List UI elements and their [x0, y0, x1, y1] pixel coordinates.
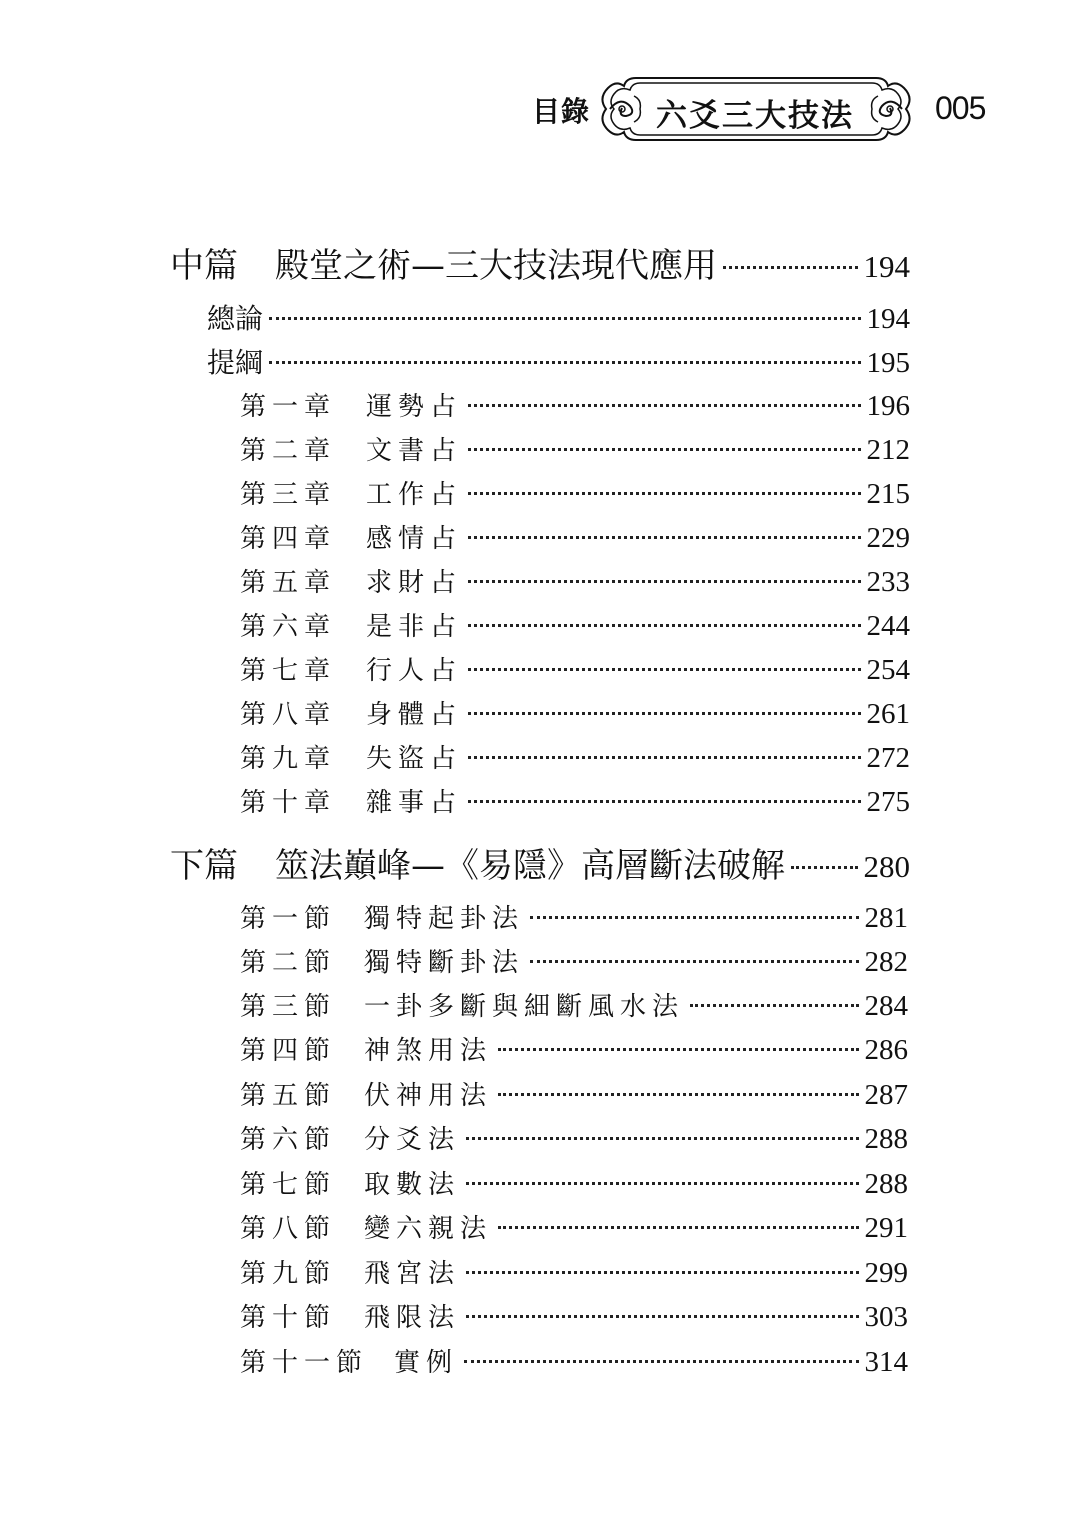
dot-leader [464, 1360, 858, 1363]
dot-leader [468, 624, 860, 627]
toc-chapter[interactable] [240, 430, 910, 467]
page-ref: 275 [866, 786, 910, 818]
part-number: 中篇 [170, 246, 238, 286]
toc-chapter[interactable] [240, 694, 910, 731]
page-ref: 272 [866, 742, 910, 774]
header-section-label: 目錄 [532, 95, 591, 128]
section-number: 第八節 [240, 1214, 337, 1244]
header-page-number: 005 [935, 90, 986, 126]
chapter-number: 第七章 [240, 656, 337, 686]
section-title: 一卦多斷與細斷風水法 [364, 992, 685, 1022]
chapter-label [240, 562, 462, 599]
chapter-number: 第六章 [240, 612, 337, 642]
section-title: 飛宮法 [364, 1259, 461, 1289]
toc-chapter[interactable] [240, 386, 910, 423]
chapter-label [240, 782, 462, 819]
section-label [240, 1208, 492, 1245]
header-book-title: 六爻三大技法 [656, 98, 854, 134]
chapter-number: 第二章 [240, 436, 337, 466]
dot-leader [269, 361, 860, 364]
section-label [240, 1030, 492, 1067]
page-ref: 299 [864, 1257, 908, 1289]
part-label [170, 838, 785, 887]
page-ref: 196 [866, 390, 910, 422]
section-number: 第四節 [240, 1036, 337, 1066]
part-title: 殿堂之術—三大技法現代應用 [275, 246, 717, 286]
part-number: 下篇 [170, 846, 238, 886]
page-ref: 233 [866, 566, 910, 598]
chapter-title: 運勢占 [366, 392, 463, 422]
chapter-number: 第一章 [240, 392, 337, 422]
section-label [240, 1342, 458, 1379]
dot-leader [468, 800, 860, 803]
chapter-title: 文書占 [366, 436, 463, 466]
toc-part-middle[interactable] [170, 238, 910, 287]
page-ref: 212 [866, 434, 910, 466]
dot-leader [468, 756, 860, 759]
chapter-label [240, 474, 462, 511]
section-number: 第七節 [240, 1170, 337, 1200]
toc-section[interactable] [240, 1075, 908, 1112]
section-title: 分爻法 [364, 1125, 461, 1155]
page-ref: 288 [864, 1168, 908, 1200]
section-title: 變六親法 [364, 1214, 493, 1244]
toc-chapter[interactable] [240, 518, 910, 555]
page-ref: 229 [866, 522, 910, 554]
toc-chapter[interactable] [240, 650, 910, 687]
dot-leader [498, 1093, 858, 1096]
chapter-label [240, 738, 462, 775]
section-label [240, 1253, 460, 1290]
toc-chapter[interactable] [240, 782, 910, 819]
toc-part-lower[interactable] [170, 838, 910, 887]
section-number: 第六節 [240, 1125, 337, 1155]
chapter-number: 第十章 [240, 788, 337, 818]
section-label [240, 1164, 460, 1201]
chapter-label [240, 606, 462, 643]
page-ref: 215 [866, 478, 910, 510]
section-number: 第五節 [240, 1081, 337, 1111]
chapter-title: 是非占 [366, 612, 463, 642]
toc-entry-overview[interactable] [207, 297, 910, 337]
dot-leader [530, 960, 858, 963]
chapter-label [240, 386, 462, 423]
chapter-title: 失盜占 [366, 744, 463, 774]
chapter-title: 行人占 [366, 656, 463, 686]
chapter-title: 感情占 [366, 524, 463, 554]
chapter-label [240, 694, 462, 731]
page-ref: 254 [866, 654, 910, 686]
toc-section[interactable] [240, 1030, 908, 1067]
page-ref: 314 [864, 1346, 908, 1378]
toc-section[interactable] [240, 1253, 908, 1290]
dot-leader [269, 317, 860, 320]
section-number: 第九節 [240, 1259, 337, 1289]
toc-chapter[interactable] [240, 606, 910, 643]
toc-chapter[interactable] [240, 738, 910, 775]
part-title: 筮法巔峰—《易隱》高層斷法破解 [275, 846, 785, 886]
entry-title: 總論 [207, 302, 264, 335]
section-title: 獨特起卦法 [364, 904, 525, 934]
toc-chapter[interactable] [240, 562, 910, 599]
chapter-title: 工作占 [366, 480, 463, 510]
part-label [170, 238, 717, 287]
page-ref: 291 [864, 1212, 908, 1244]
page-ref: 194 [863, 249, 910, 284]
toc-section[interactable] [240, 1164, 908, 1201]
page-ref: 282 [864, 946, 908, 978]
section-title: 飛限法 [364, 1303, 461, 1333]
chapter-title: 身體占 [366, 700, 463, 730]
dot-leader [468, 492, 860, 495]
chapter-label [240, 430, 462, 467]
dot-leader [468, 536, 860, 539]
section-title: 取數法 [364, 1170, 461, 1200]
dot-leader [498, 1048, 858, 1051]
section-label [240, 986, 684, 1023]
chapter-number: 第三章 [240, 480, 337, 510]
dot-leader [791, 866, 858, 869]
section-label [240, 1297, 460, 1334]
section-title: 伏神用法 [364, 1081, 493, 1111]
dot-leader [498, 1226, 858, 1229]
section-label [240, 1119, 460, 1156]
toc-section[interactable] [240, 1208, 908, 1245]
chapter-label [240, 518, 462, 555]
toc-section[interactable] [240, 1119, 908, 1156]
section-label [240, 898, 524, 935]
toc-section[interactable] [240, 1297, 908, 1334]
page-ref: 280 [863, 849, 910, 884]
chapter-number: 第五章 [240, 568, 337, 598]
chapter-number: 第九章 [240, 744, 337, 774]
toc-entry-outline[interactable] [207, 341, 910, 381]
dot-leader [468, 712, 860, 715]
section-number: 第三節 [240, 992, 337, 1022]
section-number: 第十節 [240, 1303, 337, 1333]
page-ref: 286 [864, 1034, 908, 1066]
chapter-number: 第四章 [240, 524, 337, 554]
dot-leader [468, 448, 860, 451]
page-ref: 281 [864, 902, 908, 934]
dot-leader [466, 1315, 858, 1318]
section-number: 第十一節 [240, 1348, 369, 1378]
dot-leader [530, 916, 858, 919]
page-ref: 284 [864, 990, 908, 1022]
page-ref: 194 [866, 303, 910, 335]
toc-section[interactable] [240, 942, 908, 979]
chapter-label [240, 650, 462, 687]
chapter-number: 第八章 [240, 700, 337, 730]
section-label [240, 942, 524, 979]
page-ref: 287 [864, 1079, 908, 1111]
section-number: 第二節 [240, 948, 337, 978]
toc-chapter[interactable] [240, 474, 910, 511]
section-label [240, 1075, 492, 1112]
section-number: 第一節 [240, 904, 337, 934]
page-ref: 195 [866, 347, 910, 379]
page-ref: 288 [864, 1123, 908, 1155]
page-ref: 244 [866, 610, 910, 642]
page-ref: 261 [866, 698, 910, 730]
entry-title: 提綱 [207, 346, 264, 379]
page-ref: 303 [864, 1301, 908, 1333]
running-header [0, 70, 1080, 150]
chapter-title: 雜事占 [366, 788, 463, 818]
chapter-title: 求財占 [366, 568, 463, 598]
section-title: 獨特斷卦法 [364, 948, 525, 978]
dot-leader [690, 1004, 858, 1007]
dot-leader [466, 1137, 858, 1140]
toc-section[interactable] [240, 986, 908, 1023]
dot-leader [468, 668, 860, 671]
toc-section[interactable] [240, 898, 908, 935]
section-title: 神煞用法 [364, 1036, 493, 1066]
dot-leader [466, 1182, 858, 1185]
dot-leader [466, 1271, 858, 1274]
dot-leader [723, 266, 858, 269]
dot-leader [468, 580, 860, 583]
dot-leader [468, 404, 860, 407]
toc-section[interactable] [240, 1342, 908, 1379]
section-title: 實例 [394, 1348, 459, 1378]
